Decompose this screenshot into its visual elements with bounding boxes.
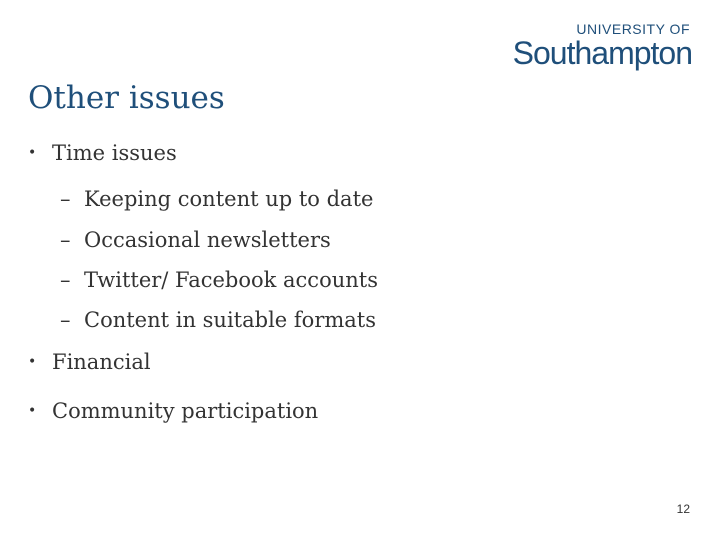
- sub-bullet-item: [60, 185, 373, 213]
- logo-main-text: Southampton: [512, 35, 692, 71]
- dash-icon: –: [60, 308, 71, 332]
- bullet-icon: •: [28, 354, 37, 370]
- sub-bullet-text: Twitter/ Facebook accounts: [84, 268, 378, 292]
- bullet-item: [28, 139, 177, 167]
- dash-icon: –: [60, 228, 71, 252]
- logo-top-text: UNIVERSITY OF: [576, 21, 690, 37]
- bullet-item: [28, 348, 151, 376]
- slide-title: Other issues: [28, 80, 225, 116]
- university-logo: [513, 22, 692, 70]
- sub-bullet-text: Occasional newsletters: [84, 228, 331, 252]
- dash-icon: –: [60, 268, 71, 292]
- bullet-text: Financial: [52, 350, 151, 374]
- sub-bullet-text: Keeping content up to date: [84, 187, 374, 211]
- bullet-text: Time issues: [52, 141, 177, 165]
- bullet-text: Community participation: [52, 399, 319, 423]
- dash-icon: –: [60, 187, 71, 211]
- page-number: 12: [676, 502, 690, 516]
- bullet-item: [28, 397, 318, 425]
- sub-bullet-item: [60, 266, 378, 294]
- bullet-icon: •: [28, 145, 37, 161]
- sub-bullet-item: [60, 306, 376, 334]
- sub-bullet-text: Content in suitable formats: [84, 308, 377, 332]
- sub-bullet-item: [60, 226, 331, 254]
- bullet-icon: •: [28, 403, 37, 419]
